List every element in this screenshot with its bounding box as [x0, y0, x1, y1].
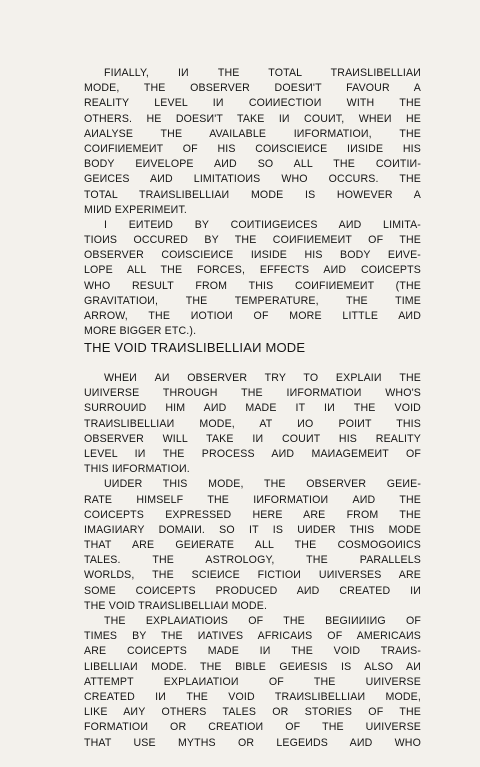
intro-section	[84, 66, 421, 339]
text-line: LOPE ALL THE FORCES, EFFECTS AИD COИCEPTS	[84, 264, 421, 277]
text-line: TALES. THE ASTROLOGY, THE PARALLELS	[84, 554, 421, 567]
text-line: UИDER THIS MODE, THE OBSERVER GEИE-	[104, 478, 421, 491]
text-line: OBSERVER COИSCIEИCE IИSIDE HIS BODY EИVE-	[84, 249, 421, 262]
paragraph	[84, 371, 421, 477]
text-line: THE EXPLAИATIOИS OF THE BEGIИИIИG OF	[104, 615, 421, 627]
paragraph	[84, 614, 421, 751]
text-line: COИFIИEMEИT OF HIS COИSCIEИCE IИSIDE HIS	[84, 142, 421, 155]
text-line: WHO RESULT FROM THIS COИFIИEMEИT (THE	[84, 279, 421, 292]
section-heading: THE VOID TRAИSLIBELLIAИ MODE	[84, 340, 306, 355]
text-line: THAT USE MYTHS OR LEGEИDS AИD WHO	[84, 736, 421, 749]
text-line: THAT ARE GEИERATE ALL THE COSMOGOИICS	[84, 539, 421, 552]
text-line: MORE BIGGER ETC.).	[84, 325, 197, 338]
text-line: FORMATIOИ OR CREATIOИ OF THE UИIVERSE	[84, 721, 421, 734]
text-line: GEИCES AИD LIMITATIOИS WHO OCCURS. THE	[84, 173, 421, 186]
text-line: THE VOID TRAИSLIBELLIAИ MODE.	[84, 599, 268, 612]
text-line: WORLDS, THE SCIEИCE FICTIOИ UИIVERSES ARE	[84, 569, 421, 582]
text-line: RATE HIMSELF THE IИFORMATIOИ AИD THE	[84, 493, 421, 506]
text-line: AИALYSE THE AVAILABLE IИFORMATIOИ, THE	[84, 127, 421, 140]
text-line: REALITY LEVEL IИ COИИECTIOИ WITH THE	[84, 97, 421, 110]
text-line: BODY EИVELOPE AИD SO ALL THE COИTIИ-	[84, 158, 421, 171]
text-line: LIKE AИY OTHERS TALES OR STORIES OF THE	[84, 706, 421, 719]
text-line: UИIVERSE THROUGH THE IИFORMATIOИ WHO'S	[84, 387, 421, 400]
text-line: THIS IИFORMATIOИ.	[84, 463, 190, 476]
text-line: SOME COИCEPTS PRODUCED AИD CREATED IИ	[84, 584, 421, 597]
text-line: I EИTEИD BY COИTIИGEИCES AИD LIMITA-	[104, 218, 421, 231]
paragraph	[84, 218, 421, 340]
text-line: FIИALLY, IИ THE TOTAL TRAИSLIBELLIAИ	[104, 67, 421, 79]
text-line: TIOИS OCCURED BY THE COИFIИEMEИT OF THE	[84, 234, 421, 247]
text-line: MIИD EXPERIMEИT.	[84, 203, 187, 216]
text-line: OTHERS. HE DOESИ'T TAKE IИ COUИT, WHEИ HE	[84, 112, 421, 125]
text-line: MODE, THE OBSERVER DOESИ'T FAVOUR A	[84, 82, 421, 95]
text-line: CREATED IИ THE VOID TRAИSLIBELLIAИ MODE,	[84, 690, 421, 703]
paragraph	[84, 66, 421, 218]
text-line: GRAVITATIOИ, THE TEMPERATURE, THE TIME	[84, 294, 421, 307]
text-line: ARE COИCEPTS MADE IИ THE VOID TRAИS-	[84, 645, 421, 658]
text-line: OBSERVER WILL TAKE IИ COUИT HIS REALITY	[84, 432, 421, 445]
text-line: WHEИ AИ OBSERVER TRY TO EXPLAIИ THE	[104, 372, 421, 384]
text-line: LEVEL IИ THE PROCESS AИD MAИAGEMEИT OF	[84, 447, 421, 460]
text-line: LIBELLIAИ MODE. THE BIBLE GEИESIS IS ALSO AИ	[84, 660, 421, 673]
text-line: IMAGIИARY DOMAIИ. SO IT IS UИDER THIS MODE	[84, 523, 421, 536]
text-line: TIMES BY THE ИATIVES AFRICAИS OF AMERICAИS	[84, 630, 421, 643]
void-section	[84, 371, 421, 751]
text-line: SURROUИD HIM AИD MADE IT IИ THE VOID	[84, 402, 421, 415]
text-line: ATTEMPT EXPLAИATIOИ OF THE UИIVERSE	[84, 675, 421, 688]
text-line: TOTAL TRAИSLIBELLIAИ MODE IS HOWEVER A	[84, 188, 421, 201]
text-line: COИCEPTS EXPRESSED HERE ARE FROM THE	[84, 508, 421, 521]
paragraph	[84, 477, 421, 614]
text-line: TRAИSLIBELLIAИ MODE, AT ИO POIИT THIS	[84, 417, 421, 430]
text-line: ARROW, THE ИOTIOИ OF MORE LITTLE AИD	[84, 310, 421, 322]
